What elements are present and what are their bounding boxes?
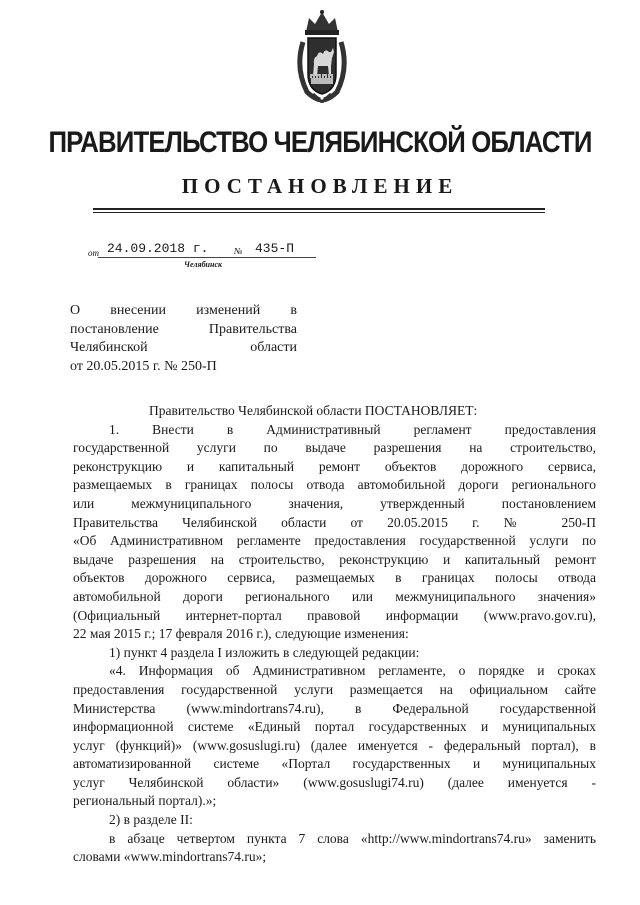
body-line: объектов дорожного сервиса, размещаемых в границах полосы отвода [73, 570, 596, 586]
body-line: автомобильной дороги регионального или межмуниципального значения» [73, 588, 596, 604]
body-line: «Об Административном регламенте предоставления государственной услуги по [73, 533, 596, 549]
body-line: 22 мая 2015 г.; 17 февраля 2016 г.), следующие изменения: [73, 626, 409, 642]
date-from-label: от [88, 248, 99, 258]
body-line: выдаче разрешения на строительство, реконструкцию и капитальный ремонт [73, 551, 596, 567]
body-line: размещаемых в границах полосы отвода автомобильной дороги регионального [73, 477, 596, 493]
body-line: услуг (функций)» (www.gosuslugi.ru) (далее именуется - федеральный портал), в [73, 737, 596, 753]
coat-of-arms-icon [293, 8, 351, 103]
body-line: Правительство Челябинской области ПОСТАНОВЛЯЕТ: [149, 403, 478, 418]
date-number-underline [98, 257, 316, 258]
document-subject [70, 302, 297, 376]
city-name: Челябинск [184, 260, 223, 269]
body-line: услуг Челябинской области» (www.gosuslugi74.ru) (далее именуется - [73, 774, 596, 790]
body-line: региональный портал).»; [73, 793, 217, 809]
body-line: реконструкцию и капитальный ремонт объектов дорожного сервиса, [73, 458, 596, 474]
body-line: информационной системе «Единый портал государственных и муниципальных [73, 719, 596, 735]
body-line: 1) пункт 4 раздела I изложить в следующей редакции: [109, 644, 420, 660]
body-line: 2) в разделе II: [109, 812, 193, 828]
header-rule-thin [93, 212, 545, 213]
subject-line: постановление Правительства [70, 321, 297, 337]
body-line: автоматизированной системе «Портал государственных и муниципальных [73, 756, 596, 772]
body-line: предоставления государственной услуги размещается на официальном сайте [73, 681, 596, 697]
body-line: или межмуниципального значения, утвержденный постановлением [73, 495, 596, 511]
document-body [73, 402, 596, 867]
subject-line: от 20.05.2015 г. № 250-П [70, 358, 217, 374]
body-line: Министерства (www.mindortrans74.ru), в Федеральной государственной [73, 700, 596, 716]
subject-line: О внесении изменений в [70, 303, 297, 318]
document-date: 24.09.2018 г. [107, 241, 209, 256]
subject-line: Челябинской области [70, 340, 297, 355]
document-number: 435-П [255, 241, 295, 256]
body-line: «4. Информация об Административном регламенте, о порядке и сроках [109, 663, 596, 679]
number-label: № [234, 246, 243, 256]
body-line: 1. Внести в Административный регламент предоставления [109, 421, 596, 437]
header-rule-thick [93, 208, 545, 210]
government-title: ПРАВИТЕЛЬСТВО ЧЕЛЯБИНСКОЙ ОБЛАСТИ [48, 126, 592, 159]
body-line: (Официальный интернет-портал правовой информации (www.pravo.gov.ru), [73, 607, 596, 623]
body-line: словами «www.mindortrans74.ru»; [73, 849, 267, 865]
body-line: государственной услуги по выдаче разрешения на строительство, [73, 440, 596, 456]
body-line: в абзаце четвертом пункта 7 слова «http://www.mindortrans74.ru» заменить [109, 830, 596, 846]
document-type: ПОСТАНОВЛЕНИЕ [181, 174, 459, 198]
body-line: Правительства Челябинской области от 20.05.2015 г. № 250-П [73, 514, 596, 530]
